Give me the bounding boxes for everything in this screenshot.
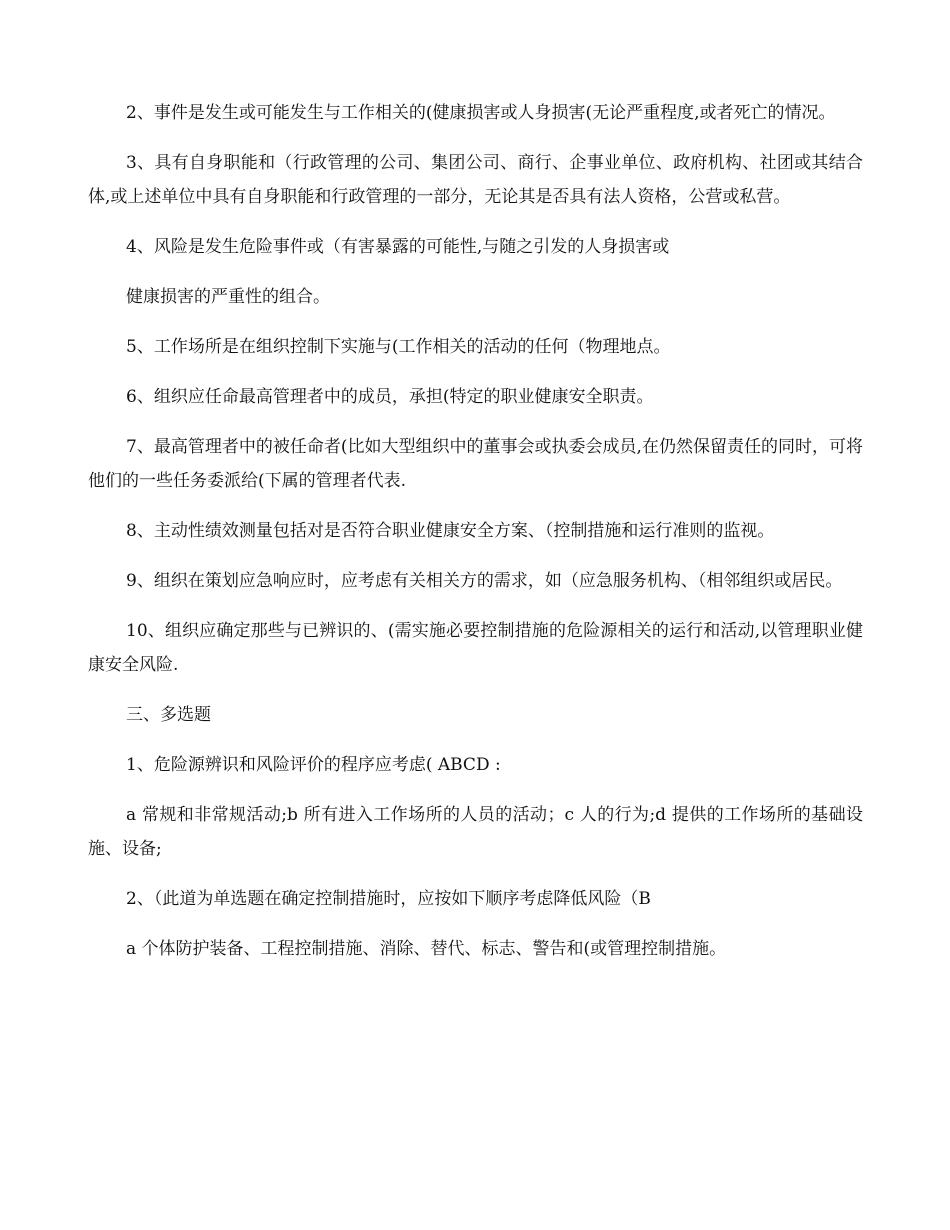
question-2: 2、（此道为单选题在确定控制措施时，应按如下顺序考虑降低风险（B (126, 889, 651, 909)
paragraph-item-5-workplace: 5、工作场所是在组织控制下实施与(工作相关的活动的任何（物理地点。 (126, 337, 671, 357)
section-heading-multiple-choice: 三、多选题 (126, 705, 211, 725)
paragraph-item-6-management: 6、组织应任命最高管理者中的成员，承担(特定的职业健康安全职责。 (126, 387, 654, 407)
paragraph-item-8-performance: 8、主动性绩效测量包括对是否符合职业健康安全方案、（控制措施和运行准则的监视。 (126, 521, 775, 541)
paragraph-item-2-event: 2、事件是发生或可能发生与工作相关的(健康损害或人身损害(无论严重程度,或者死亡的情况。 (126, 103, 836, 123)
paragraph-item-7-delegation: 7、最高管理者中的被任命者(比如大型组织中的董事会或执委会成员,在仍然保留责任的同时，可将他们的一些任务委派给(下属的管理者代表. (88, 437, 863, 491)
question-1-options: a 常规和非常规活动;b 所有进入工作场所的人员的活动；c 人的行为;d 提供的工作场所的基础设施、设备; (88, 805, 863, 859)
paragraph-item-9-emergency: 9、组织在策划应急响应时，应考虑有关相关方的需求，如（应急服务机构、（相邻组织或居民。 (126, 571, 843, 591)
paragraph-item-4-risk: 4、风险是发生危险事件或（有害暴露的可能性,与随之引发的人身损害或 (126, 237, 670, 257)
question-1: 1、危险源辨识和风险评价的程序应考虑( ABCD : (126, 755, 501, 775)
paragraph-item-3-organization: 3、具有自身职能和（行政管理的公司、集团公司、商行、企事业单位、政府机构、社团或其结合体,或上述单位中具有自身职能和行政管理的一部分，无论其是否具有法人资格，公营或私营。 (88, 153, 863, 207)
paragraph-item-10-operations: 10、组织应确定那些与已辨识的、(需实施必要控制措施的危险源相关的运行和活动,以管理职业健康安全风险. (88, 621, 863, 675)
document-body (88, 96, 863, 982)
paragraph-item-4-risk-continued: 健康损害的严重性的组合。 (126, 287, 330, 307)
question-2-option-a: a 个体防护装备、工程控制措施、消除、替代、标志、警告和(或管理控制措施。 (126, 939, 727, 959)
